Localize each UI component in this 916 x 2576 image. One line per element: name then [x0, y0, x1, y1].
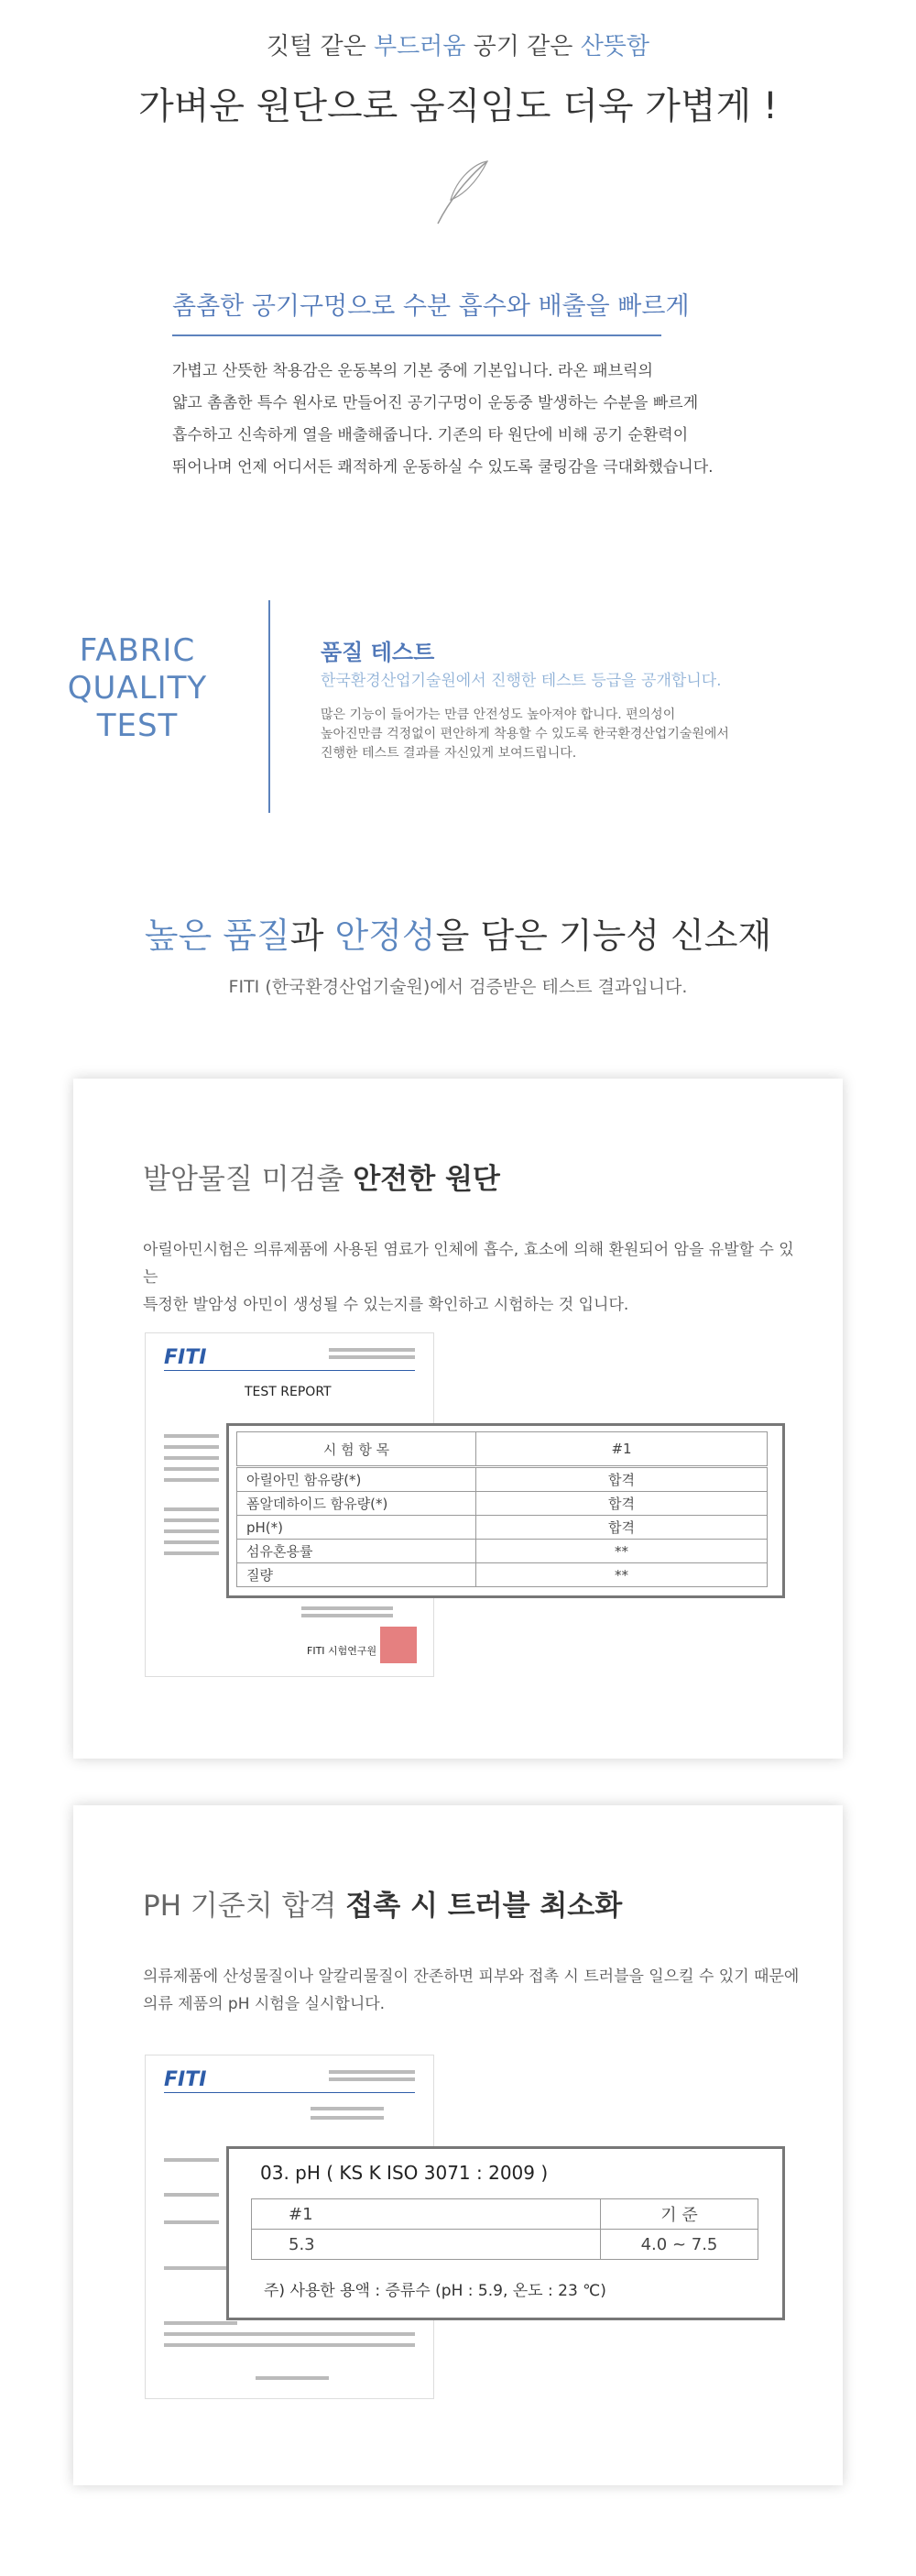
carcinogen-test-card [73, 1079, 843, 1759]
table-row: pH(*) 합격 [237, 1516, 768, 1540]
ph-test-card [73, 1805, 843, 2485]
quality-divider [268, 600, 270, 813]
fabric-quality-test-label: FABRIC QUALITY TEST [67, 632, 208, 744]
test-result-zoom [226, 1423, 785, 1598]
table-row: 5.3 4.0 ~ 7.5 [252, 2230, 758, 2260]
quality-body: 많은 기능이 들어가는 만큼 안전성도 높아져야 합니다. 편의성이 높아진만큼 걱정없이 편안하게 착용할 수 있도록 한국환경산업기술원에서 진행한 테스트 결과를 자신있게 보여드립니다. [321, 707, 729, 761]
feather-icon [431, 156, 495, 229]
table-row: 폼알데하이드 함유량(*) 합격 [237, 1492, 768, 1516]
lab-name: FITI 시험연구원 [307, 1645, 377, 1657]
ph-result-table: #1 기 준 5.3 4.0 ~ 7.5 [251, 2198, 758, 2260]
quality-title: 품질 테스트 [321, 640, 435, 665]
card-description: 아릴아민시험은 의류제품에 사용된 염료가 인체에 흡수, 효소에 의해 환원되어 암을 유발할 수 있는 특정한 발암성 아민이 생성될 수 있는지를 확인하고 시험하는 것 입니다. [143, 1241, 794, 1314]
lab-seal [380, 1627, 417, 1663]
ph-test-note: 주) 사용한 용액 : 증류수 (pH : 5.9, 온도 : 23 ℃) [264, 2282, 606, 2300]
feature-divider [172, 334, 661, 336]
fiti-logo: FITI [164, 2068, 207, 2091]
ph-standard-title: 03. pH ( KS K ISO 3071 : 2009 ) [260, 2162, 549, 2184]
fiti-logo: FITI [164, 1346, 207, 1369]
card-title: 발암물질 미검출 안전한 원단 [143, 1163, 500, 1196]
quality-subtitle: 한국환경산업기술원에서 진행한 테스트 등급을 공개합니다. [321, 672, 722, 690]
report-title: TEST REPORT [245, 1385, 332, 1399]
card-title: PH 기준치 합격 접촉 시 트러블 최소화 [143, 1890, 623, 1923]
table-row: 질량 ** [237, 1563, 768, 1587]
feature-title: 촘촘한 공기구멍으로 수분 흡수와 배출을 빠르게 [172, 292, 690, 321]
table-row: 섬유혼용률 ** [237, 1540, 768, 1563]
test-result-table: 시 험 항 목 #1 아릴아민 함유량(*) 합격 폼알데하이드 함유량(*) 합격 pH(*) 합격 섬유혼용률 ** 질량 ** [236, 1431, 768, 1587]
intro-subtitle: 깃털 같은 부드러움 공기 같은 산뜻함 [266, 33, 650, 60]
functional-material-subtitle: FITI (한국환경산업기술원)에서 검증받은 테스트 결과입니다. [228, 977, 688, 997]
functional-material-headline: 높은 품질과 안정성을 담은 기능성 신소재 [144, 915, 772, 956]
card-description: 의류제품에 산성물질이나 알칼리물질이 잔존하면 피부와 접촉 시 트러블을 일으킬 수 있기 때문에 의류 제품의 pH 시험을 실시합니다. [143, 1968, 800, 2013]
intro-headline: 가벼운 원단으로 움직임도 더욱 가볍게 ! [138, 85, 778, 127]
ph-result-zoom [226, 2146, 785, 2320]
table-row: 아릴아민 함유량(*) 합격 [237, 1467, 768, 1492]
feature-body: 가볍고 산뜻한 착용감은 운동복의 기본 중에 기본입니다. 라온 패브릭의 얇고 촘촘한 특수 원사로 만들어진 공기구멍이 운동중 발생하는 수분을 빠르게 흡수하고 신속하게 열을 배출해줍니다. 기존의 타 원단에 비해 공기 순환력이 뛰어나며 언제 어디서든 쾌적하게 운동하실 수 있도록 쿨링감을 극대화했습니다. [172, 362, 714, 477]
